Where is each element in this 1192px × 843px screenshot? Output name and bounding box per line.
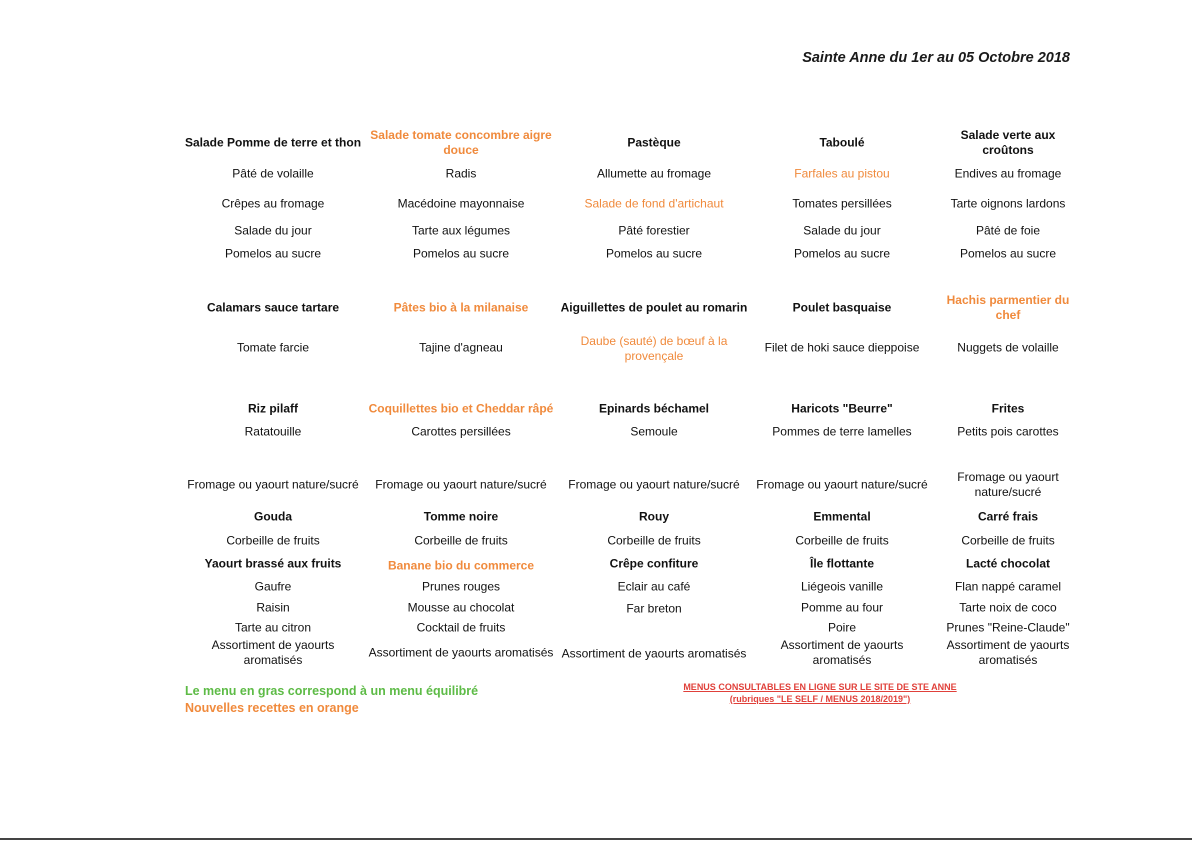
menu-item: Frites — [991, 401, 1025, 416]
menu-item: Salade du jour — [234, 223, 312, 238]
menu-item: Endives au fromage — [954, 166, 1062, 181]
menu-item: Petits pois carottes — [957, 424, 1059, 439]
menu-item: Pomme au four — [800, 600, 884, 615]
menu-item: Tarte au citron — [234, 620, 312, 635]
menu-item: Farfales au pistou — [794, 166, 890, 181]
menu-item: Pomelos au sucre — [793, 246, 891, 261]
menu-item: Macédoine mayonnaise — [397, 196, 525, 211]
menu-day-column — [368, 0, 554, 843]
menu-item: Salade verte aux croûtons — [960, 128, 1056, 157]
menu-item: Pomelos au sucre — [605, 246, 703, 261]
menu-item: Assortiment de yaourts aromatisés — [368, 645, 554, 660]
menu-item: Tomate farcie — [236, 340, 310, 355]
menu-item: Far breton — [626, 601, 682, 616]
menu-item: Pâté forestier — [618, 223, 690, 238]
menu-item: Salade du jour — [803, 223, 881, 238]
menu-item: Assortiment de yaourts aromatisés — [561, 646, 747, 661]
menu-day-column — [753, 0, 931, 843]
menu-item: Lacté chocolat — [965, 556, 1051, 571]
menu-item: Epinards béchamel — [598, 401, 710, 416]
menu-item: Raisin — [256, 600, 290, 615]
menu-item: Mousse au chocolat — [407, 600, 515, 615]
menu-item: Radis — [445, 166, 477, 181]
menu-item: Cocktail de fruits — [416, 620, 506, 635]
menu-item: Fromage ou yaourt nature/sucré — [187, 477, 359, 492]
menu-item: Carré frais — [977, 509, 1039, 524]
menu-item: Tomates persillées — [792, 196, 892, 211]
menu-item: Pomelos au sucre — [412, 246, 510, 261]
menu-item: Île flottante — [809, 556, 874, 571]
menu-item: Filet de hoki sauce dieppoise — [764, 340, 920, 355]
menu-item: Corbeille de fruits — [961, 533, 1055, 548]
menu-item: Assortiment de yaourts aromatisés — [780, 638, 904, 667]
menu-item: Pommes de terre lamelles — [772, 424, 912, 439]
menu-item: Tarte aux légumes — [411, 223, 511, 238]
menu-item: Poire — [827, 620, 856, 635]
menu-item: Corbeille de fruits — [607, 533, 701, 548]
menu-day-column — [938, 0, 1078, 843]
menu-item: Prunes "Reine-Claude" — [946, 620, 1070, 635]
menu-item: Assortiment de yaourts aromatisés — [211, 638, 335, 667]
menu-item: Gouda — [254, 509, 292, 524]
menu-item: Corbeille de fruits — [226, 533, 320, 548]
menu-item: Salade de fond d'artichaut — [584, 196, 724, 211]
menu-item: Fromage ou yaourt nature/sucré — [375, 477, 547, 492]
menu-item: Calamars sauce tartare — [206, 300, 340, 315]
menu-item: Gaufre — [254, 579, 292, 594]
menu-item: Crêpe confiture — [609, 556, 699, 571]
menu-item: Semoule — [630, 424, 678, 439]
menu-item: Carottes persillées — [411, 424, 511, 439]
menu-item: Fromage ou yaourt nature/sucré — [957, 470, 1059, 499]
menu-item: Taboulé — [819, 135, 865, 150]
menu-item: Pomelos au sucre — [959, 246, 1057, 261]
menu-item: Tarte oignons lardons — [950, 196, 1066, 211]
menu-item: Yaourt brassé aux fruits — [204, 556, 342, 571]
online-menus-path: (rubriques "LE SELF / MENUS 2018/2019") — [729, 694, 911, 704]
legend-new-recipes: Nouvelles recettes en orange — [185, 701, 359, 715]
menu-item: Liégeois vanille — [800, 579, 884, 594]
menu-item: Banane bio du commerce — [387, 558, 535, 573]
menu-item: Ratatouille — [244, 424, 302, 439]
menu-item: Poulet basquaise — [792, 300, 892, 315]
menu-item: Tomme noire — [423, 509, 499, 524]
menu-item: Prunes rouges — [421, 579, 501, 594]
menu-item: Hachis parmentier du chef — [946, 293, 1070, 322]
menu-item: Daube (sauté) de bœuf à la provençale — [580, 334, 728, 363]
legend-balanced-menu: Le menu en gras correspond à un menu équilibré — [185, 684, 479, 698]
menu-item: Pâté de foie — [975, 223, 1041, 238]
menu-item: Assortiment de yaourts aromatisés — [946, 638, 1070, 667]
menu-item: Emmental — [813, 509, 871, 524]
menu-item: Pâtes bio à la milanaise — [393, 300, 529, 315]
online-menus-notice: MENUS CONSULTABLES EN LIGNE SUR LE SITE DE STE ANNE — [683, 682, 957, 692]
menu-item: Fromage ou yaourt nature/sucré — [756, 477, 928, 492]
menu-item: Pastèque — [627, 135, 681, 150]
menu-item: Aiguillettes de poulet au romarin — [560, 300, 748, 315]
page-title: Sainte Anne du 1er au 05 Octobre 2018 — [802, 50, 1070, 66]
menu-item: Haricots "Beurre" — [791, 401, 893, 416]
menu-item: Tajine d'agneau — [419, 340, 503, 355]
menu-item: Riz pilaff — [248, 401, 298, 416]
menu-item: Allumette au fromage — [596, 166, 712, 181]
menu-day-column — [182, 0, 364, 843]
menu-item: Nuggets de volaille — [957, 340, 1059, 355]
menu-item: Corbeille de fruits — [414, 533, 508, 548]
menu-item: Flan nappé caramel — [954, 579, 1062, 594]
menu-item: Salade tomate concombre aigre douce — [370, 128, 552, 157]
menu-item: Coquillettes bio et Cheddar râpé — [368, 401, 554, 416]
menu-item: Tarte noix de coco — [959, 600, 1057, 615]
menu-day-column — [560, 0, 748, 843]
menu-item: Crêpes au fromage — [221, 196, 325, 211]
page-bottom-border — [0, 838, 1192, 840]
menu-item: Corbeille de fruits — [795, 533, 889, 548]
menu-item: Eclair au café — [617, 579, 691, 594]
menu-item: Pomelos au sucre — [224, 246, 322, 261]
menu-item: Salade Pomme de terre et thon — [184, 135, 362, 150]
menu-item: Rouy — [639, 509, 669, 524]
menu-item: Pâté de volaille — [232, 166, 314, 181]
menu-item: Fromage ou yaourt nature/sucré — [568, 477, 740, 492]
